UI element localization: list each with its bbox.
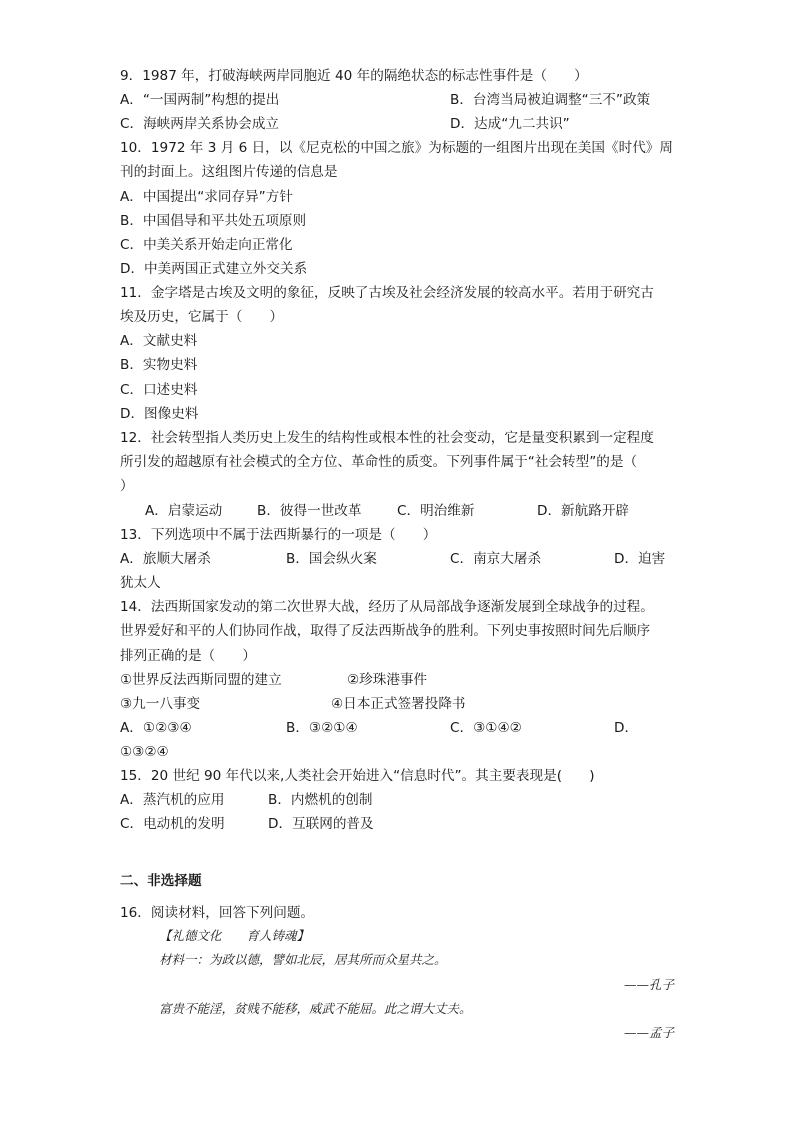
q9-option-a: A．“一国两制”构想的提出 bbox=[120, 92, 280, 108]
q15-option-d: D．互联网的普及 bbox=[268, 816, 374, 832]
q11-stem-line1: 11．金字塔是古埃及文明的象征，反映了古埃及社会经济发展的较高水平。若用于研究古 bbox=[120, 285, 654, 301]
q15-option-c: C．电动机的发明 bbox=[120, 816, 225, 832]
q15-option-a: A．蒸汽机的应用 bbox=[120, 792, 225, 808]
section-heading: 二、非选择题 bbox=[120, 873, 202, 889]
q16-source-1: ——孔子 bbox=[624, 977, 675, 992]
q14-option-d-continued: ①③②④ bbox=[120, 744, 169, 760]
q10-option-b: B．中国倡导和平共处五项原则 bbox=[120, 213, 307, 229]
q14-stem-line1: 14．法西斯国家发动的第二次世界大战，经历了从局部战争逐渐发展到全球战争的过程。 bbox=[120, 599, 654, 615]
q14-event-3: ③九一八事变 bbox=[120, 696, 201, 712]
q11-option-c: C．口述史料 bbox=[120, 382, 198, 398]
q12-stem-line3: ） bbox=[120, 478, 134, 494]
q9-option-c: C．海峡两岸关系协会成立 bbox=[120, 116, 280, 132]
q10-stem-line1: 10．1972 年 3 月 6 日，以《尼克松的中国之旅》为标题的一组图片出现在美国《时代》周 bbox=[120, 140, 673, 156]
q10-option-a: A．中国提出“求同存异”方针 bbox=[120, 189, 293, 205]
q13-option-b: B．国会纵火案 bbox=[286, 551, 377, 567]
q12-option-b: B．彼得一世改革 bbox=[257, 503, 362, 519]
q13-option-d: D．迫害 bbox=[614, 551, 666, 567]
q12-stem-line2: 所引发的超越原有社会模式的全方位、革命性的质变。下列事件属于“社会转型”的是（ bbox=[120, 454, 638, 470]
q12-option-c: C．明治维新 bbox=[397, 503, 475, 519]
q9-option-b: B．台湾当局被迫调整“三不”政策 bbox=[450, 92, 651, 108]
q16-stem: 16．阅读材料，回答下列问题。 bbox=[120, 905, 315, 921]
q14-stem-line2: 世界爱好和平的人们协同作战，取得了反法西斯战争的胜利。下列史事按照时间先后顺序 bbox=[120, 623, 651, 639]
q14-option-b: B．③②①④ bbox=[286, 720, 358, 736]
q14-event-4: ④日本正式签署投降书 bbox=[331, 696, 466, 712]
q16-material-1: 材料一：为政以德，譬如北辰，居其所而众星共之。 bbox=[159, 952, 447, 967]
q15-stem: 15．20 世纪 90 年代以来,人类社会开始进入“信息时代”。其主要表现是( ) bbox=[120, 768, 595, 784]
q9-option-d: D．达成“九二共识” bbox=[450, 116, 570, 132]
q12-stem-line1: 12．社会转型指人类历史上发生的结构性或根本性的社会变动，它是量变积累到一定程度 bbox=[120, 430, 654, 446]
q14-event-2: ②珍珠港事件 bbox=[347, 672, 428, 688]
q14-stem-line3: 排列正确的是（ ） bbox=[120, 648, 256, 664]
q13-option-c: C．南京大屠杀 bbox=[450, 551, 542, 567]
q14-option-c: C．③①④② bbox=[450, 720, 522, 736]
q12-option-a: A．启蒙运动 bbox=[145, 503, 223, 519]
q11-option-b: B．实物史料 bbox=[120, 357, 198, 373]
q13-option-d-continued: 犹太人 bbox=[120, 575, 161, 591]
q14-option-a: A．①②③④ bbox=[120, 720, 192, 736]
q10-option-d: D．中美两国正式建立外交关系 bbox=[120, 261, 308, 277]
q14-option-d: D． bbox=[614, 720, 639, 736]
q11-option-a: A．文献史料 bbox=[120, 333, 198, 349]
q14-event-1: ①世界反法西斯同盟的建立 bbox=[120, 672, 282, 688]
q12-option-d: D．新航路开辟 bbox=[537, 503, 630, 519]
q11-stem-line2: 埃及历史，它属于（ ） bbox=[120, 309, 284, 325]
q16-source-2: ——孟子 bbox=[624, 1025, 675, 1040]
q13-stem: 13．下列选项中不属于法西斯暴行的一项是（ ） bbox=[120, 527, 437, 543]
q16-banner: 【礼德文化 育人铸魂】 bbox=[159, 928, 310, 943]
q15-option-b: B．内燃机的创制 bbox=[268, 792, 373, 808]
q16-material-1b: 富贵不能淫，贫贱不能移，威武不能屈。此之谓大丈夫。 bbox=[159, 1001, 472, 1016]
q11-option-d: D．图像史料 bbox=[120, 406, 199, 422]
q13-option-a: A．旅顺大屠杀 bbox=[120, 551, 211, 567]
q10-option-c: C．中美关系开始走向正常化 bbox=[120, 237, 293, 253]
q10-stem-line2: 刊的封面上。这组图片传递的信息是 bbox=[120, 164, 338, 180]
q9-stem: 9．1987 年，打破海峡两岸同胞近 40 年的隔绝状态的标志性事件是（ ） bbox=[120, 68, 588, 84]
